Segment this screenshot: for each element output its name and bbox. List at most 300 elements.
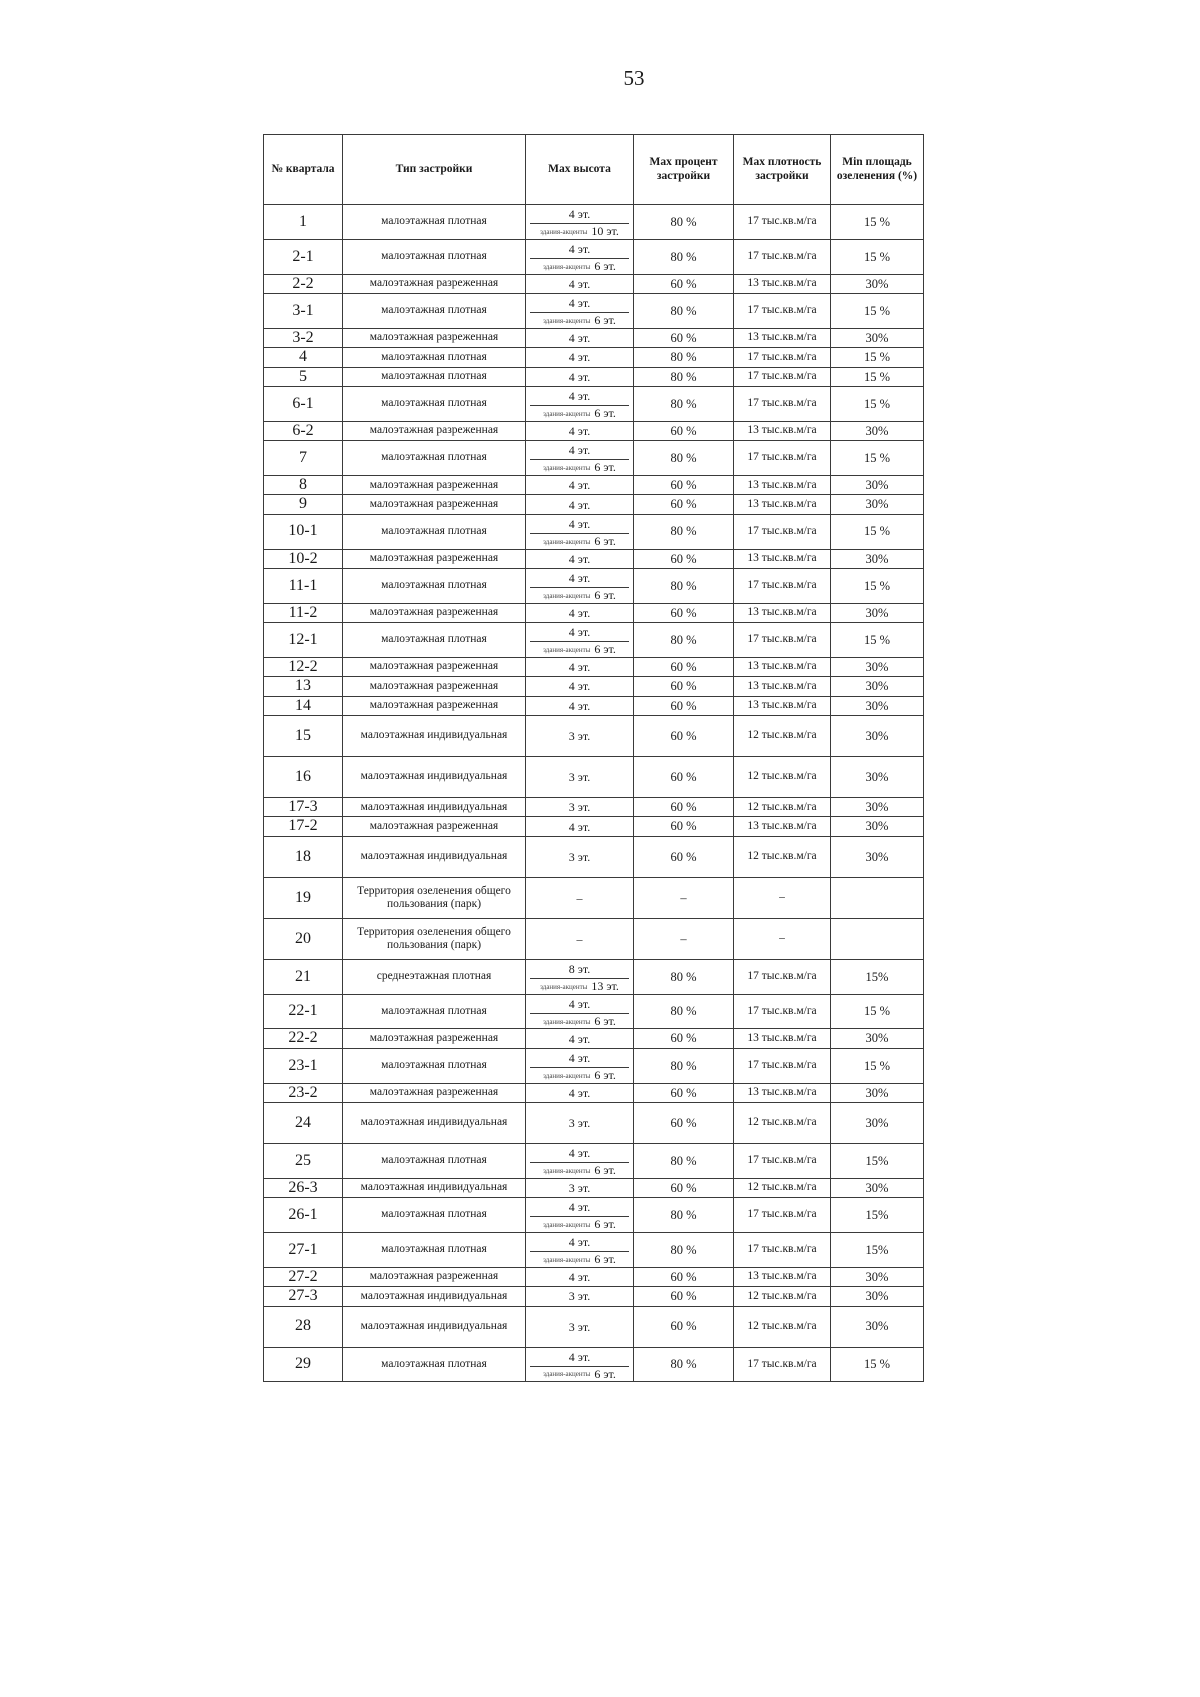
table-row [264,757,924,798]
max-build-percent: 80 % [634,1048,734,1083]
development-type: малоэтажная индивидуальная [343,1103,526,1144]
accent-label: здания-акценты [543,409,591,418]
max-density: 13 тыс.кв.м/га [734,817,831,836]
max-height [526,367,634,386]
max-density: 13 тыс.кв.м/га [734,603,831,622]
table-row [264,1198,924,1233]
development-type: малоэтажная разреженная [343,696,526,715]
header-type: Тип застройки [343,135,526,205]
block-number: 6-2 [264,421,343,440]
min-green-area: 15 % [831,1347,924,1382]
max-height [526,1178,634,1197]
table-row [264,475,924,494]
table-row [264,293,924,328]
table-row [264,239,924,274]
min-green-area: 15 % [831,293,924,328]
development-type: малоэтажная разреженная [343,421,526,440]
max-build-percent: 60 % [634,836,734,877]
block-number: 11-1 [264,568,343,603]
development-type: Территория озеленения общего пользования (парк) [343,918,526,959]
accent-value: 6 эт. [594,258,616,273]
max-height [526,274,634,293]
min-green-area: 15% [831,1198,924,1233]
development-type: малоэтажная плотная [343,994,526,1029]
height-main: 3 эт. [568,729,591,744]
max-height [526,918,634,959]
table-row [264,1306,924,1347]
max-build-percent: 60 % [634,603,734,622]
max-density: 13 тыс.кв.м/га [734,328,831,347]
height-main: 4 эт. [568,207,591,221]
min-green-area: 30% [831,1083,924,1102]
block-number: 16 [264,757,343,798]
max-height [526,603,634,622]
block-number: 19 [264,877,343,918]
min-green-area: 30% [831,328,924,347]
block-number: 28 [264,1306,343,1347]
max-height [526,836,634,877]
max-build-percent: 60 % [634,274,734,293]
max-height [526,1083,634,1102]
block-number: 23-2 [264,1083,343,1102]
block-number: 9 [264,495,343,514]
max-density: – [734,918,831,959]
accent-building-height [530,459,629,475]
max-density: – [734,877,831,918]
max-density: 13 тыс.кв.м/га [734,1083,831,1102]
accent-label: здания-акценты [540,982,588,991]
height-main: 3 эт. [568,1181,591,1195]
max-build-percent: 60 % [634,817,734,836]
table-row [264,205,924,240]
min-green-area: 15 % [831,623,924,658]
height-main: 4 эт. [568,819,591,834]
accent-building-height [530,533,629,549]
height-main: 4 эт. [568,660,591,675]
table-row [264,568,924,603]
min-green-area: 30% [831,421,924,440]
accent-value: 6 эт. [594,533,616,548]
development-type: Территория озеленения общего пользования (парк) [343,877,526,918]
development-type: малоэтажная плотная [343,367,526,386]
block-number: 27-2 [264,1267,343,1286]
table-row [264,1029,924,1048]
table-row [264,716,924,757]
max-density: 17 тыс.кв.м/га [734,1347,831,1382]
table-row [264,1083,924,1102]
development-type: малоэтажная разреженная [343,475,526,494]
max-height [526,568,634,603]
block-number: 6-1 [264,386,343,421]
max-build-percent: 60 % [634,757,734,798]
accent-building-height [530,258,629,274]
table-row [264,549,924,568]
accent-building-height [530,1216,629,1232]
max-density: 13 тыс.кв.м/га [734,495,831,514]
header-density: Max плотность застройки [734,135,831,205]
max-height [526,817,634,836]
accent-value: 6 эт. [594,1067,616,1082]
development-type: среднеэтажная плотная [343,959,526,994]
max-height [526,514,634,549]
accent-building-height [530,1162,629,1178]
min-green-area: 15 % [831,239,924,274]
table-row [264,1287,924,1306]
max-density: 12 тыс.кв.м/га [734,1178,831,1197]
table-row [264,798,924,817]
max-height [526,716,634,757]
max-density: 12 тыс.кв.м/га [734,757,831,798]
block-number: 24 [264,1103,343,1144]
development-type: малоэтажная индивидуальная [343,757,526,798]
max-build-percent: 60 % [634,495,734,514]
block-number: 11-2 [264,603,343,622]
min-green-area: 30% [831,657,924,676]
max-height [526,1347,634,1382]
max-build-percent: 60 % [634,421,734,440]
min-green-area: 15 % [831,386,924,421]
max-density: 17 тыс.кв.м/га [734,293,831,328]
header-height: Max высота [526,135,634,205]
block-number: 23-1 [264,1048,343,1083]
table-row [264,1267,924,1286]
min-green-area: 30% [831,1178,924,1197]
block-number: 10-2 [264,549,343,568]
max-build-percent: 60 % [634,328,734,347]
table-body [264,205,924,1382]
min-green-area: 15 % [831,568,924,603]
table-row [264,836,924,877]
max-height [526,205,634,240]
max-height [526,657,634,676]
max-density: 13 тыс.кв.м/га [734,696,831,715]
max-height [526,441,634,476]
height-main: 4 эт. [568,605,591,620]
development-type: малоэтажная разреженная [343,677,526,696]
development-type: малоэтажная разреженная [343,549,526,568]
table-row [264,1233,924,1268]
development-type: малоэтажная плотная [343,205,526,240]
block-number: 25 [264,1144,343,1179]
height-main: 4 эт. [568,478,591,493]
max-height [526,696,634,715]
max-build-percent: 60 % [634,1267,734,1286]
accent-building-height [530,405,629,421]
max-build-percent: 80 % [634,514,734,549]
max-density: 12 тыс.кв.м/га [734,716,831,757]
max-build-percent: 60 % [634,1178,734,1197]
development-type: малоэтажная индивидуальная [343,1306,526,1347]
development-type: малоэтажная плотная [343,441,526,476]
max-build-percent: 60 % [634,696,734,715]
development-type: малоэтажная разреженная [343,817,526,836]
accent-label: здания-акценты [543,537,591,546]
max-build-percent: 60 % [634,549,734,568]
accent-value: 6 эт. [594,1366,616,1381]
max-build-percent: 80 % [634,1347,734,1382]
max-density: 13 тыс.кв.м/га [734,549,831,568]
height-main: 4 эт. [568,241,591,256]
development-type: малоэтажная плотная [343,1198,526,1233]
header-percent: Max процент застройки [634,135,734,205]
min-green-area: 30% [831,817,924,836]
max-density: 12 тыс.кв.м/га [734,836,831,877]
max-density: 17 тыс.кв.м/га [734,514,831,549]
max-height [526,994,634,1029]
block-number: 26-3 [264,1178,343,1197]
max-build-percent: 80 % [634,1144,734,1179]
table-row [264,657,924,676]
min-green-area: 30% [831,1267,924,1286]
max-build-percent: – [634,877,734,918]
block-number: 29 [264,1347,343,1382]
height-main: 4 эт. [568,996,591,1011]
min-green-area: 30% [831,274,924,293]
max-build-percent: 80 % [634,367,734,386]
height-main: – [576,931,583,946]
max-density: 13 тыс.кв.м/га [734,1029,831,1048]
table-row [264,1103,924,1144]
max-density: 17 тыс.кв.м/га [734,994,831,1029]
accent-value: 6 эт. [594,405,616,420]
accent-value: 6 эт. [594,587,616,602]
accent-building-height [530,1366,629,1382]
max-density: 12 тыс.кв.м/га [734,1103,831,1144]
max-build-percent: 60 % [634,1083,734,1102]
development-type: малоэтажная плотная [343,1048,526,1083]
max-build-percent: 80 % [634,441,734,476]
block-number: 17-2 [264,817,343,836]
max-build-percent: 60 % [634,1103,734,1144]
accent-value: 6 эт. [594,1013,616,1028]
height-main: 4 эт. [568,625,591,640]
height-main: 4 эт. [568,295,591,310]
table-row [264,918,924,959]
max-density: 17 тыс.кв.м/га [734,205,831,240]
max-height [526,421,634,440]
min-green-area: 30% [831,716,924,757]
height-main: 4 эт. [568,551,591,566]
max-height [526,1198,634,1233]
accent-label: здания-акценты [543,464,591,473]
max-build-percent: 80 % [634,205,734,240]
min-green-area [831,877,924,918]
development-type: малоэтажная индивидуальная [343,1178,526,1197]
header-green: Min площадь озеленения (%) [831,135,924,205]
height-main: 3 эт. [568,849,591,864]
max-density: 13 тыс.кв.м/га [734,1267,831,1286]
accent-label: здания-акценты [543,1166,591,1175]
table-header-row [264,135,924,205]
max-build-percent: 60 % [634,1306,734,1347]
max-height [526,1048,634,1083]
development-type: малоэтажная индивидуальная [343,716,526,757]
page-number: 53 [623,66,645,90]
min-green-area: 30% [831,1103,924,1144]
table-row [264,696,924,715]
table-row [264,495,924,514]
min-green-area: 15 % [831,205,924,240]
accent-label: здания-акценты [543,1017,591,1026]
min-green-area [831,918,924,959]
accent-label: здания-акценты [543,1255,591,1264]
max-build-percent: 80 % [634,386,734,421]
height-main: 4 эт. [568,698,591,713]
max-height [526,293,634,328]
accent-label: здания-акценты [543,591,591,600]
block-number: 26-1 [264,1198,343,1233]
zoning-table [263,134,924,1382]
block-number: 4 [264,348,343,367]
accent-value: 6 эт. [594,642,616,657]
max-density: 12 тыс.кв.м/га [734,798,831,817]
block-number: 22-1 [264,994,343,1029]
table-row [264,274,924,293]
max-build-percent: 60 % [634,677,734,696]
max-density: 17 тыс.кв.м/га [734,367,831,386]
max-build-percent: 80 % [634,1233,734,1268]
development-type: малоэтажная разреженная [343,274,526,293]
table-row [264,1178,924,1197]
min-green-area: 30% [831,1306,924,1347]
accent-label: здания-акценты [543,262,591,271]
max-density: 17 тыс.кв.м/га [734,623,831,658]
max-height [526,623,634,658]
height-main: 4 эт. [568,1269,591,1284]
min-green-area: 15 % [831,994,924,1029]
max-density: 17 тыс.кв.м/га [734,1048,831,1083]
max-build-percent: 80 % [634,1198,734,1233]
accent-building-height [530,1067,629,1083]
min-green-area: 15 % [831,367,924,386]
min-green-area: 30% [831,836,924,877]
accent-label: здания-акценты [540,227,588,236]
max-height [526,959,634,994]
block-number: 17-3 [264,798,343,817]
height-main: – [576,890,583,905]
header-num: № квартала [264,135,343,205]
table-row [264,386,924,421]
development-type: малоэтажная разреженная [343,1083,526,1102]
max-height [526,677,634,696]
min-green-area: 30% [831,475,924,494]
max-height [526,475,634,494]
development-type: малоэтажная плотная [343,386,526,421]
height-main: 4 эт. [568,369,591,384]
table-row [264,367,924,386]
height-main: 4 эт. [568,350,591,365]
max-density: 17 тыс.кв.м/га [734,348,831,367]
height-main: 4 эт. [568,1200,591,1215]
min-green-area: 15% [831,1144,924,1179]
max-build-percent: 80 % [634,568,734,603]
max-height [526,1267,634,1286]
accent-value: 6 эт. [594,1217,616,1232]
max-density: 13 тыс.кв.м/га [734,677,831,696]
height-main: 8 эт. [568,961,591,976]
min-green-area: 30% [831,696,924,715]
table-row [264,603,924,622]
development-type: малоэтажная разреженная [343,1029,526,1048]
development-type: малоэтажная плотная [343,1347,526,1382]
min-green-area: 30% [831,1287,924,1306]
height-main: 4 эт. [568,1349,591,1364]
block-number: 2-1 [264,239,343,274]
block-number: 7 [264,441,343,476]
min-green-area: 30% [831,1029,924,1048]
max-density: 12 тыс.кв.м/га [734,1306,831,1347]
accent-label: здания-акценты [543,1221,591,1230]
development-type: малоэтажная плотная [343,568,526,603]
max-density: 17 тыс.кв.м/га [734,441,831,476]
accent-label: здания-акценты [543,645,591,654]
accent-building-height [530,1013,629,1029]
accent-label: здания-акценты [543,1370,591,1379]
block-number: 14 [264,696,343,715]
development-type: малоэтажная разреженная [343,1267,526,1286]
block-number: 18 [264,836,343,877]
accent-building-height [530,223,629,239]
min-green-area: 30% [831,495,924,514]
block-number: 12-1 [264,623,343,658]
max-density: 17 тыс.кв.м/га [734,386,831,421]
accent-value: 6 эт. [594,1252,616,1266]
height-main: 4 эт. [568,497,591,512]
max-height [526,1103,634,1144]
max-build-percent: 80 % [634,994,734,1029]
block-number: 22-2 [264,1029,343,1048]
accent-label: здания-акценты [543,1071,591,1080]
height-main: 3 эт. [568,1319,591,1334]
max-density: 17 тыс.кв.м/га [734,568,831,603]
table-row [264,421,924,440]
table-row [264,1048,924,1083]
block-number: 27-3 [264,1287,343,1306]
table-row [264,959,924,994]
block-number: 3-1 [264,293,343,328]
height-main: 4 эт. [568,388,591,403]
block-number: 27-1 [264,1233,343,1268]
accent-value: 10 эт. [591,224,619,238]
table-row [264,1347,924,1382]
max-height [526,348,634,367]
max-height [526,798,634,817]
table-row [264,677,924,696]
height-main: 3 эт. [568,800,591,815]
accent-value: 13 эт. [591,978,619,993]
min-green-area: 30% [831,549,924,568]
max-build-percent: – [634,918,734,959]
accent-building-height [530,587,629,603]
development-type: малоэтажная плотная [343,1233,526,1268]
max-density: 17 тыс.кв.м/га [734,959,831,994]
block-number: 13 [264,677,343,696]
accent-label: здания-акценты [543,316,591,325]
max-height [526,877,634,918]
table-row [264,623,924,658]
min-green-area: 30% [831,757,924,798]
height-main: 4 эт. [568,330,591,345]
height-main: 4 эт. [568,570,591,585]
max-height [526,1233,634,1268]
max-density: 17 тыс.кв.м/га [734,1233,831,1268]
height-main: 3 эт. [568,1116,591,1131]
height-main: 4 эт. [568,443,591,458]
development-type: малоэтажная плотная [343,623,526,658]
height-main: 3 эт. [568,1289,591,1304]
min-green-area: 30% [831,603,924,622]
table-row [264,877,924,918]
